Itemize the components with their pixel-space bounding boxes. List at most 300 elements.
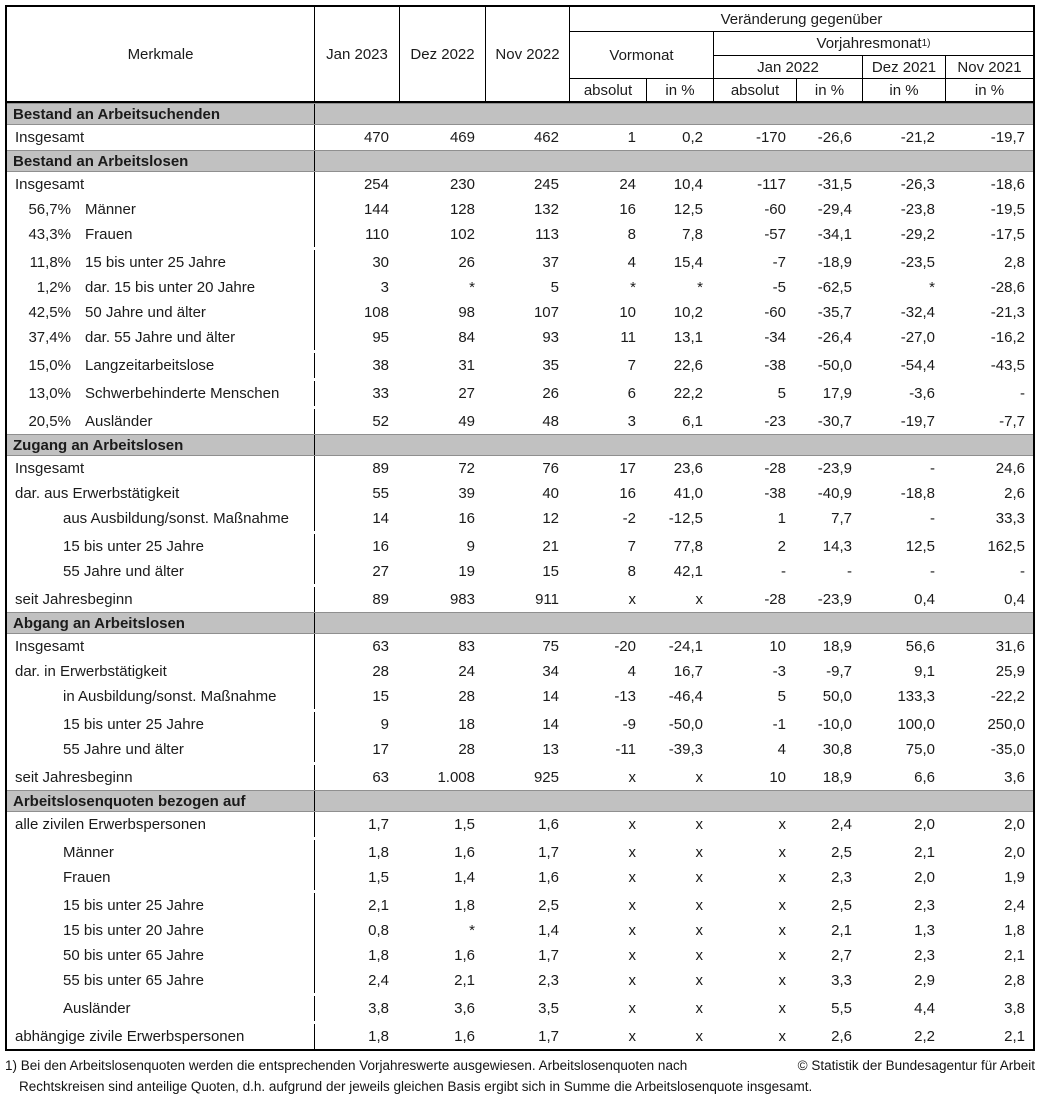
value-cell: 42,1	[673, 563, 703, 580]
value-cell: 4,4	[914, 1000, 935, 1017]
value-cell: -23,5	[900, 254, 935, 271]
value-cell: 55	[372, 485, 389, 502]
row-label-cell	[7, 918, 315, 943]
value-cell: -22,2	[990, 688, 1025, 705]
value-cell: 19	[458, 563, 475, 580]
value-cell: 52	[372, 413, 389, 430]
value-cell: 108	[363, 304, 389, 321]
value-cell: 56,6	[905, 638, 935, 655]
row-label: 55 bis unter 65 Jahre	[63, 972, 204, 989]
value-cell: -27,0	[900, 329, 935, 346]
value-cell: 35	[542, 357, 559, 374]
row-label-cell	[7, 968, 315, 993]
row-label: dar. 15 bis unter 20 Jahre	[85, 279, 256, 296]
value-cell: 4	[627, 663, 636, 680]
table-row	[7, 634, 1033, 659]
value-cell: 2,4	[831, 816, 852, 833]
row-label-cell	[7, 534, 315, 559]
row-label: Schwerbehinderte Menschen	[85, 385, 280, 402]
value-cell: *	[697, 279, 703, 296]
value-cell: -	[930, 510, 935, 527]
value-cell: -	[1020, 385, 1025, 402]
row-label: Männer	[85, 201, 136, 218]
value-cell: 7,7	[831, 510, 852, 527]
value-cell: 24	[458, 663, 475, 680]
table-row	[7, 534, 1033, 559]
value-cell: -19,7	[990, 129, 1025, 146]
table-row	[7, 381, 1033, 406]
value-cell: x	[628, 947, 636, 964]
table-row	[7, 353, 1033, 378]
value-cell: -31,5	[817, 176, 852, 193]
value-cell: 1,8	[368, 1028, 389, 1045]
value-cell: 76	[542, 460, 559, 477]
value-cell: 28	[458, 741, 475, 758]
value-cell: 1,7	[368, 816, 389, 833]
row-label-cell	[7, 275, 315, 300]
value-cell: -23,9	[817, 591, 852, 608]
value-cell: 2,9	[914, 972, 935, 989]
value-cell: x	[628, 844, 636, 861]
row-label-cell	[7, 250, 315, 275]
value-cell: -34	[764, 329, 786, 346]
row-label-cell	[7, 172, 315, 197]
value-cell: 1,6	[454, 1028, 475, 1045]
row-label: 55 Jahre und älter	[63, 563, 184, 580]
value-cell: -21,3	[990, 304, 1025, 321]
value-cell: 132	[533, 201, 559, 218]
value-cell: -18,8	[900, 485, 935, 502]
value-cell: 9	[380, 716, 389, 733]
table-row	[7, 996, 1033, 1021]
value-cell: 107	[533, 304, 559, 321]
row-label: 15 bis unter 25 Jahre	[63, 716, 204, 733]
value-cell: x	[628, 1000, 636, 1017]
row-label-cell	[7, 456, 315, 481]
value-cell: 30,8	[822, 741, 852, 758]
value-cell: 16	[619, 201, 636, 218]
value-cell: 34	[542, 663, 559, 680]
value-cell: 10	[619, 304, 636, 321]
value-cell: -21,2	[900, 129, 935, 146]
value-cell: x	[628, 1028, 636, 1045]
row-label: Langzeitarbeitslose	[85, 357, 215, 374]
table-row	[7, 968, 1033, 993]
table-row	[7, 506, 1033, 531]
value-cell: x	[695, 897, 703, 914]
value-cell: -12,5	[668, 510, 703, 527]
value-cell: 254	[363, 176, 389, 193]
value-cell: 2,5	[831, 844, 852, 861]
table-row	[7, 659, 1033, 684]
value-cell: 4	[777, 741, 786, 758]
row-label: dar. in Erwerbstätigkeit	[15, 663, 167, 680]
value-cell: -117	[757, 176, 786, 193]
value-cell: 14	[542, 688, 559, 705]
section-title: Abgang an Arbeitslosen	[7, 613, 315, 633]
row-label-cell	[7, 506, 315, 531]
value-cell: 162,5	[987, 538, 1025, 555]
value-cell: x	[778, 947, 786, 964]
row-label: 50 Jahre und älter	[85, 304, 206, 321]
row-label: Insgesamt	[15, 176, 85, 193]
value-cell: -29,2	[900, 226, 935, 243]
value-cell: -35,7	[817, 304, 852, 321]
row-label: Insgesamt	[15, 460, 85, 477]
table-row	[7, 684, 1033, 709]
value-cell: 2,1	[831, 922, 852, 939]
value-cell: 0,4	[1004, 591, 1025, 608]
row-label: seit Jahresbeginn	[15, 769, 133, 786]
value-cell: x	[778, 922, 786, 939]
value-cell: 89	[372, 460, 389, 477]
section-header	[7, 612, 1033, 634]
value-cell: 11	[620, 329, 636, 346]
value-cell: 3	[380, 279, 389, 296]
value-cell: -57	[764, 226, 786, 243]
value-cell: x	[778, 897, 786, 914]
row-label-cell	[7, 222, 315, 247]
col-header-merkmale: Merkmale	[7, 7, 315, 101]
section-header-fill	[315, 613, 1033, 633]
value-cell: -5	[772, 279, 786, 296]
value-cell: 7	[627, 538, 636, 555]
value-cell: 40	[542, 485, 559, 502]
value-cell: 17	[619, 460, 636, 477]
footnote-block	[5, 1058, 1035, 1094]
pct-share: 15,0%	[28, 357, 71, 374]
value-cell: 2,1	[1004, 947, 1025, 964]
section-title: Bestand an Arbeitsuchenden	[7, 104, 315, 124]
value-cell: x	[628, 897, 636, 914]
value-cell: -26,6	[817, 129, 852, 146]
value-cell: 18,9	[822, 769, 852, 786]
row-label-cell	[7, 765, 315, 790]
value-cell: 2,8	[1004, 972, 1025, 989]
col-header-dez-2021: Dez 2021	[863, 56, 946, 78]
col-header-jan2022-absolut: absolut	[714, 79, 797, 101]
value-cell: -38	[764, 485, 786, 502]
value-cell: 14	[542, 716, 559, 733]
col-header-vormonat: Vormonat	[570, 32, 714, 78]
value-cell: 16	[619, 485, 636, 502]
value-cell: 37	[542, 254, 559, 271]
table-row	[7, 456, 1033, 481]
value-cell: x	[695, 1028, 703, 1045]
row-label-cell	[7, 712, 315, 737]
value-cell: -54,4	[900, 357, 935, 374]
table-row	[7, 765, 1033, 790]
section-title: Bestand an Arbeitslosen	[7, 151, 315, 171]
value-cell: 83	[458, 638, 475, 655]
value-cell: -3,6	[909, 385, 935, 402]
value-cell: 1,5	[368, 869, 389, 886]
value-cell: -1	[772, 716, 786, 733]
row-label: 15 bis unter 25 Jahre	[85, 254, 226, 271]
row-label: Insgesamt	[15, 129, 85, 146]
value-cell: 1,8	[368, 844, 389, 861]
value-cell: 113	[535, 226, 559, 243]
table-row	[7, 325, 1033, 350]
value-cell: 2,0	[1004, 844, 1025, 861]
table-body	[7, 103, 1033, 1049]
table-row	[7, 197, 1033, 222]
value-cell: x	[695, 816, 703, 833]
value-cell: 25,9	[995, 663, 1025, 680]
value-cell: 16,7	[673, 663, 703, 680]
row-label: in Ausbildung/sonst. Maßnahme	[63, 688, 277, 705]
value-cell: 2,7	[831, 947, 852, 964]
value-cell: 5	[777, 385, 786, 402]
value-cell: -9,7	[826, 663, 852, 680]
value-cell: x	[778, 1028, 786, 1045]
value-cell: 470	[363, 129, 389, 146]
value-cell: 50,0	[822, 688, 852, 705]
table-row	[7, 840, 1033, 865]
value-cell: 15	[542, 563, 559, 580]
value-cell: 5	[777, 688, 786, 705]
value-cell: 2	[777, 538, 786, 555]
value-cell: 10,2	[673, 304, 703, 321]
value-cell: x	[695, 922, 703, 939]
value-cell: 2,4	[368, 972, 389, 989]
value-cell: 18	[458, 716, 475, 733]
value-cell: x	[695, 972, 703, 989]
value-cell: 13	[542, 741, 559, 758]
value-cell: 77,8	[673, 538, 703, 555]
col-header-jan-2022: Jan 2022	[714, 56, 863, 78]
value-cell: 31,6	[995, 638, 1025, 655]
table-row	[7, 918, 1033, 943]
pct-share: 56,7%	[28, 201, 71, 218]
value-cell: 100,0	[897, 716, 935, 733]
value-cell: 0,2	[682, 129, 703, 146]
section-header-fill	[315, 791, 1033, 811]
value-cell: 2,1	[454, 972, 475, 989]
footnote-text-line1: 1) Bei den Arbeitslosenquoten werden die entsprechenden Vorjahreswerte ausgewiesen. Arbeitslosenquoten nach	[5, 1058, 688, 1073]
value-cell: 102	[449, 226, 475, 243]
value-cell: -29,4	[817, 201, 852, 218]
value-cell: 1,4	[538, 922, 559, 939]
value-cell: -40,9	[817, 485, 852, 502]
value-cell: 1,8	[1004, 922, 1025, 939]
table-row	[7, 275, 1033, 300]
col-header-nov2021-percent: in %	[974, 81, 1005, 99]
row-label-cell	[7, 125, 315, 150]
col-header-dez-2022: Dez 2022	[400, 7, 486, 101]
value-cell: 250,0	[987, 716, 1025, 733]
value-cell: 6,1	[682, 413, 703, 430]
value-cell: 22,2	[673, 385, 703, 402]
pct-share: 37,4%	[28, 329, 71, 346]
row-label-cell	[7, 659, 315, 684]
value-cell: 17,9	[822, 385, 852, 402]
value-cell: -60	[764, 201, 786, 218]
value-cell: 2,3	[914, 897, 935, 914]
value-cell: 22,6	[673, 357, 703, 374]
section-header	[7, 790, 1033, 812]
value-cell: 28	[458, 688, 475, 705]
row-label-cell	[7, 943, 315, 968]
value-cell: 49	[458, 413, 475, 430]
value-cell: 26	[458, 254, 475, 271]
value-cell: 2,8	[1004, 254, 1025, 271]
value-cell: -10,0	[817, 716, 852, 733]
col-header-nov-2021: Nov 2021	[957, 58, 1022, 76]
table-row	[7, 737, 1033, 762]
pct-share: 11,8%	[29, 254, 71, 271]
value-cell: -26,4	[817, 329, 852, 346]
value-cell: 2,0	[914, 869, 935, 886]
value-cell: -2	[622, 510, 636, 527]
section-header-fill	[315, 151, 1033, 171]
value-cell: -	[930, 460, 935, 477]
value-cell: 1,6	[538, 816, 559, 833]
col-header-vorjahresmonat: Vorjahresmonat 1)	[714, 32, 1033, 56]
value-cell: 16	[458, 510, 475, 527]
value-cell: 1,8	[454, 897, 475, 914]
row-label: 55 Jahre und älter	[63, 741, 184, 758]
row-label-cell	[7, 893, 315, 918]
value-cell: 1	[627, 129, 636, 146]
value-cell: -11	[615, 741, 636, 758]
value-cell: -23,9	[817, 460, 852, 477]
value-cell: -13	[614, 688, 636, 705]
value-cell: -26,3	[900, 176, 935, 193]
table-row	[7, 943, 1033, 968]
value-cell: 128	[449, 201, 475, 218]
value-cell: -23	[764, 413, 786, 430]
row-label: alle zivilen Erwerbspersonen	[15, 816, 206, 833]
row-label: aus Ausbildung/sonst. Maßnahme	[63, 510, 289, 527]
value-cell: -9	[622, 716, 636, 733]
row-label-cell	[7, 559, 315, 584]
value-cell: -20	[614, 638, 636, 655]
row-label: 15 bis unter 25 Jahre	[63, 897, 204, 914]
col-header-jan-2023: Jan 2023	[315, 7, 400, 101]
value-cell: 84	[458, 329, 475, 346]
table-row	[7, 125, 1033, 150]
pct-share: 43,3%	[28, 226, 71, 243]
value-cell: 133,3	[897, 688, 935, 705]
value-cell: 17	[372, 741, 389, 758]
value-cell: x	[695, 869, 703, 886]
row-label-cell	[7, 325, 315, 350]
value-cell: 2,2	[914, 1028, 935, 1045]
value-cell: -19,5	[990, 201, 1025, 218]
value-cell: 110	[365, 226, 389, 243]
copyright-text: © Statistik der Bundesagentur für Arbeit	[797, 1058, 1035, 1073]
col-header-nov-2022: Nov 2022	[486, 7, 570, 101]
vorjahresmonat-label: Vorjahresmonat	[816, 35, 922, 52]
value-cell: 462	[533, 129, 559, 146]
value-cell: -	[930, 563, 935, 580]
value-cell: -62,5	[817, 279, 852, 296]
value-cell: 23,6	[673, 460, 703, 477]
value-cell: x	[628, 816, 636, 833]
value-cell: x	[695, 1000, 703, 1017]
value-cell: x	[628, 972, 636, 989]
value-cell: 0,4	[914, 591, 935, 608]
pct-share: 42,5%	[28, 304, 71, 321]
value-cell: 1,6	[538, 869, 559, 886]
value-cell: 10	[769, 638, 786, 655]
value-cell: -	[781, 563, 786, 580]
value-cell: x	[778, 816, 786, 833]
value-cell: x	[778, 869, 786, 886]
value-cell: 10	[769, 769, 786, 786]
pct-share: 20,5%	[28, 413, 71, 430]
value-cell: 93	[542, 329, 559, 346]
value-cell: 925	[533, 769, 559, 786]
value-cell: 75	[542, 638, 559, 655]
table-row	[7, 865, 1033, 890]
value-cell: 230	[449, 176, 475, 193]
table-row	[7, 222, 1033, 247]
value-cell: 7,8	[682, 226, 703, 243]
col-header-vormonat-absolut: absolut	[570, 79, 647, 101]
col-header-change-title: Veränderung gegenüber	[570, 7, 1033, 32]
section-header	[7, 103, 1033, 125]
value-cell: 0,8	[368, 922, 389, 939]
value-cell: 2,5	[831, 897, 852, 914]
value-cell: 1,3	[914, 922, 935, 939]
value-cell: 4	[627, 254, 636, 271]
value-cell: 14	[372, 510, 389, 527]
row-label-cell	[7, 300, 315, 325]
row-label-cell	[7, 1024, 315, 1049]
table-row	[7, 250, 1033, 275]
value-cell: 3	[627, 413, 636, 430]
value-cell: *	[469, 922, 475, 939]
table-row	[7, 172, 1033, 197]
value-cell: -39,3	[668, 741, 703, 758]
value-cell: x	[628, 869, 636, 886]
value-cell: 33	[372, 385, 389, 402]
table-row	[7, 712, 1033, 737]
row-label: dar. aus Erwerbstätigkeit	[15, 485, 180, 502]
value-cell: 1,8	[368, 947, 389, 964]
value-cell: -24,1	[668, 638, 703, 655]
value-cell: 1,6	[454, 947, 475, 964]
value-cell: 2,1	[1004, 1028, 1025, 1045]
value-cell: -46,4	[668, 688, 703, 705]
col-header-vormonat-percent: in %	[647, 79, 714, 101]
pct-share: 13,0%	[28, 385, 71, 402]
value-cell: 13,1	[673, 329, 703, 346]
value-cell: -28	[764, 591, 786, 608]
row-label-cell	[7, 381, 315, 406]
value-cell: 38	[372, 357, 389, 374]
value-cell: 24,6	[995, 460, 1025, 477]
value-cell: 8	[627, 226, 636, 243]
value-cell: x	[778, 972, 786, 989]
value-cell: 144	[363, 201, 389, 218]
value-cell: -18,6	[990, 176, 1025, 193]
value-cell: 1,4	[454, 869, 475, 886]
value-cell: x	[628, 591, 636, 608]
value-cell: 2,6	[1004, 485, 1025, 502]
row-label: seit Jahresbeginn	[15, 591, 133, 608]
row-label-cell	[7, 737, 315, 762]
value-cell: 1.008	[437, 769, 475, 786]
value-cell: 2,3	[914, 947, 935, 964]
section-header	[7, 434, 1033, 456]
value-cell: 98	[458, 304, 475, 321]
value-cell: 75,0	[905, 741, 935, 758]
value-cell: -	[847, 563, 852, 580]
row-label: Ausländer	[63, 1000, 131, 1017]
